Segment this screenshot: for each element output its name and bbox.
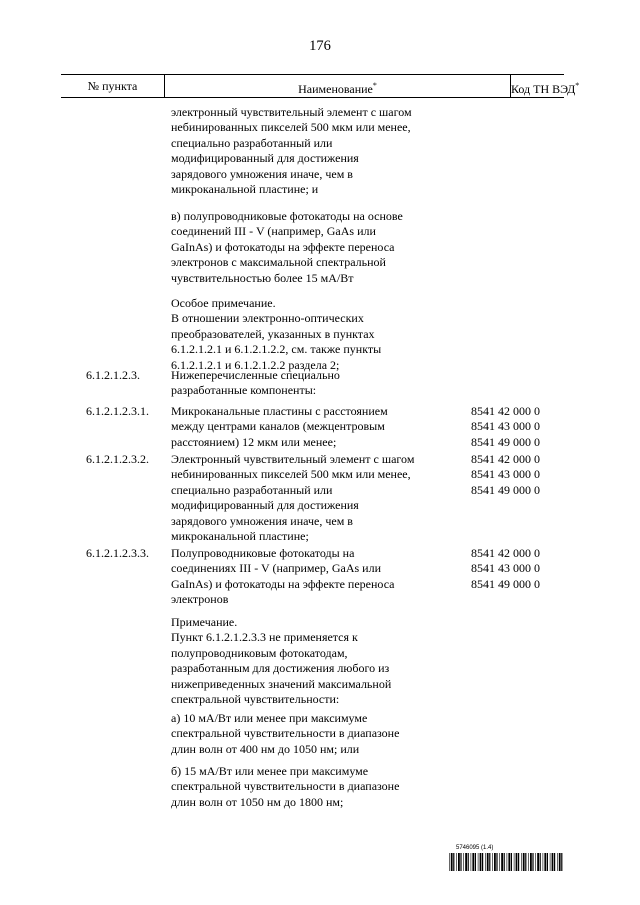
text-line: Нижеперечисленные специально bbox=[171, 368, 340, 382]
tnved-codes bbox=[471, 452, 561, 498]
text-line: В отношении электронно-оптических bbox=[171, 311, 364, 326]
tnved-code: 8541 43 000 0 bbox=[471, 467, 540, 482]
table-header bbox=[61, 74, 580, 98]
row-text bbox=[171, 764, 451, 810]
text-line: соединениях III - V (например, GaAs или bbox=[171, 561, 382, 576]
text-line: модифицированный для достижения bbox=[171, 151, 359, 166]
row-text bbox=[171, 105, 451, 197]
row-text bbox=[171, 368, 451, 399]
tnved-code: 8541 42 000 0 bbox=[471, 546, 540, 560]
text-line: нижеприведенных значений максимальной bbox=[171, 676, 392, 691]
text-line: разработанные компоненты: bbox=[171, 383, 317, 398]
tnved-code: 8541 49 000 0 bbox=[471, 576, 540, 591]
text-line: специально разработанный или bbox=[171, 135, 333, 150]
text-line: 6.1.2.1.2.1 и 6.1.2.1.2.2 раздела 2; bbox=[171, 357, 340, 372]
text-line: зарядового умножения иначе, чем в bbox=[171, 513, 353, 528]
text-line: соединений III - V (например, GaAs или bbox=[171, 224, 376, 239]
text-line: расстоянием) 12 мкм или менее; bbox=[171, 434, 337, 449]
text-line: Полупроводниковые фотокатоды на bbox=[171, 546, 355, 560]
text-line: 6.1.2.1.2.1 и 6.1.2.1.2.2, см. также пункты bbox=[171, 342, 382, 357]
header-name-label: Наименование bbox=[298, 82, 373, 96]
text-line: длин волн от 400 нм до 1050 нм; или bbox=[171, 741, 360, 756]
document-id: 5746095 (1.4) bbox=[456, 845, 494, 851]
text-line: микроканальной пластине; bbox=[171, 529, 309, 544]
row-text bbox=[171, 711, 451, 757]
text-line: спектральной чувствительности в диапазоне bbox=[171, 726, 400, 741]
text-line: Электронный чувствительный элемент с шагом bbox=[171, 452, 415, 466]
tnved-codes bbox=[471, 404, 561, 450]
text-line: электронный чувствительный элемент с шагом bbox=[171, 105, 412, 119]
header-tnved-code bbox=[511, 75, 580, 97]
header-tnved-footnote-mark: * bbox=[575, 81, 580, 90]
text-line: небинированных пикселей 500 мкм или менее, bbox=[171, 467, 411, 482]
tnved-code: 8541 42 000 0 bbox=[471, 452, 540, 466]
header-item-number-label: № пункта bbox=[87, 79, 138, 93]
row-text bbox=[171, 209, 451, 286]
text-line: б) 15 мА/Вт или менее при максимуме bbox=[171, 764, 369, 778]
row-text bbox=[171, 404, 451, 450]
item-number: 6.1.2.1.2.3. bbox=[86, 368, 140, 382]
row-text bbox=[171, 452, 451, 544]
text-line: модифицированный для достижения bbox=[171, 498, 359, 513]
tnved-codes bbox=[471, 546, 561, 592]
text-line: зарядового умножения иначе, чем в bbox=[171, 166, 353, 181]
header-name bbox=[164, 75, 511, 97]
header-tnved-code-label: Код ТН ВЭД bbox=[511, 82, 576, 96]
text-line: GaInAs) и фотокатоды на эффекте переноса bbox=[171, 576, 395, 591]
barcode-icon bbox=[449, 853, 564, 871]
text-line: полупроводниковым фотокатодам, bbox=[171, 645, 348, 660]
text-line: небинированных пикселей 500 мкм или менее, bbox=[171, 120, 411, 135]
row-text bbox=[171, 296, 451, 373]
header-item-number bbox=[61, 75, 164, 97]
text-line: преобразователей, указанных в пунктах bbox=[171, 326, 375, 341]
header-name-footnote-mark: * bbox=[372, 81, 377, 90]
text-line: электронов с максимальной спектральной bbox=[171, 255, 386, 270]
item-number: 6.1.2.1.2.3.2. bbox=[86, 452, 149, 466]
row-text bbox=[171, 615, 451, 707]
page-number: 176 bbox=[309, 38, 331, 54]
tnved-code: 8541 43 000 0 bbox=[471, 419, 540, 434]
text-line: Примечание. bbox=[171, 615, 238, 629]
text-line: между центрами каналов (межцентровым bbox=[171, 419, 385, 434]
text-line: спектральной чувствительности в диапазоне bbox=[171, 779, 400, 794]
tnved-code: 8541 42 000 0 bbox=[471, 404, 540, 418]
text-line: а) 10 мА/Вт или менее при максимуме bbox=[171, 711, 368, 725]
text-line: спектральной чувствительности: bbox=[171, 692, 340, 707]
text-line: Особое примечание. bbox=[171, 296, 276, 310]
item-number: 6.1.2.1.2.3.3. bbox=[86, 546, 149, 560]
text-line: специально разработанный или bbox=[171, 482, 333, 497]
text-line: чувствительностью более 15 мА/Вт bbox=[171, 270, 354, 285]
text-line: разработанным для достижения любого из bbox=[171, 661, 390, 676]
text-line: длин волн от 1050 нм до 1800 нм; bbox=[171, 794, 344, 809]
text-line: в) полупроводниковые фотокатоды на основе bbox=[171, 209, 403, 223]
item-number: 6.1.2.1.2.3.1. bbox=[86, 404, 149, 418]
text-line: микроканальной пластине; и bbox=[171, 182, 319, 197]
tnved-code: 8541 49 000 0 bbox=[471, 482, 540, 497]
tnved-code: 8541 43 000 0 bbox=[471, 561, 540, 576]
text-line: GaInAs) и фотокатоды на эффекте переноса bbox=[171, 239, 395, 254]
row-text bbox=[171, 546, 451, 608]
text-line: Пункт 6.1.2.1.2.3.3 не применяется к bbox=[171, 630, 358, 645]
text-line: электронов bbox=[171, 592, 229, 607]
text-line: Микроканальные пластины с расстоянием bbox=[171, 404, 388, 418]
tnved-code: 8541 49 000 0 bbox=[471, 434, 540, 449]
